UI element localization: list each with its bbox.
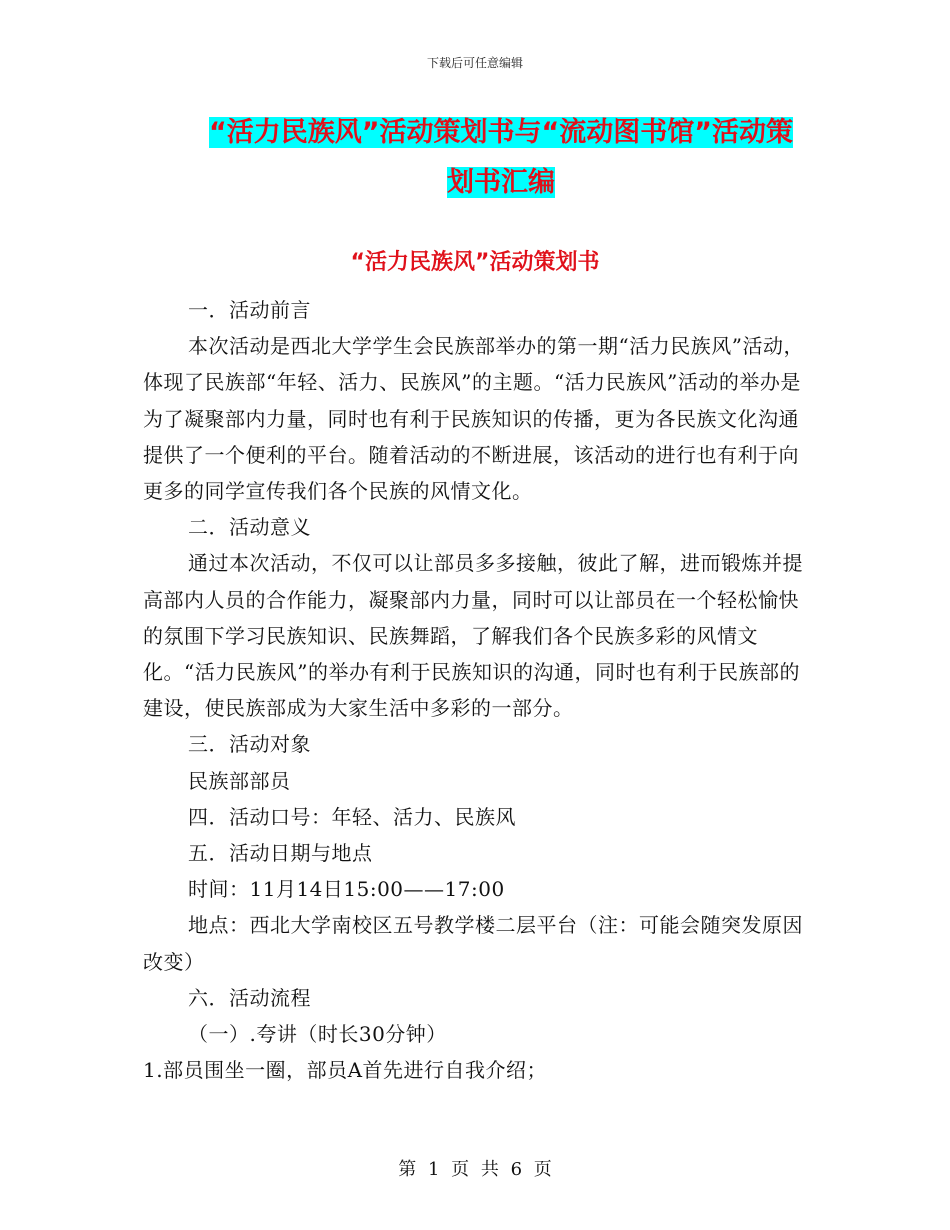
- document-title-line-1: “活力民族风”活动策划书与“流动图书馆”活动策: [209, 117, 793, 148]
- process-item-1: 1.部员围坐一圈，部员A首先进行自我介绍；: [143, 1058, 548, 1083]
- paragraph-audience: 民族部部员: [188, 768, 291, 793]
- page-footer: 第 1 页 共 6 页: [398, 1159, 552, 1180]
- header-note: 下载后可任意编辑: [426, 56, 523, 70]
- heading-significance: 二．活动意义: [188, 515, 311, 540]
- paragraph-location: 地点：西北大学南校区五号教学楼二层平台（注：可能会随突发原因改变）: [143, 913, 803, 974]
- paragraph-preface: 本次活动是西北大学学生会民族部举办的第一期“活力民族风”活动，体现了民族部“年轻、活力、民族风”的主题。“活力民族风”活动的举办是为了凝聚部内力量，同时也有利于民族知识的传播，更为各民族文化沟通提供了一个便利的平台。随着活动的不断进展，该活动的进行也有利于向更多的同学宣传我们各个民族的风情文化。: [143, 334, 804, 504]
- document-title: [195, 108, 807, 208]
- heading-date-place: 五．活动日期与地点: [188, 841, 373, 866]
- paragraph-time: 时间：11月14日15:00——17:00: [188, 877, 505, 902]
- document-body: [143, 292, 808, 1088]
- section-title: “活力民族风”活动策划书: [350, 250, 600, 275]
- subheading-talk: （一）.夸讲（时长30分钟）: [188, 1022, 447, 1047]
- heading-audience: 三．活动对象: [188, 732, 311, 757]
- heading-slogan: 四．活动口号：年轻、活力、民族风: [188, 804, 516, 829]
- paragraph-significance: 通过本次活动，不仅可以让部员多多接触，彼此了解，进而锻炼并提高部内人员的合作能力，凝聚部内力量，同时可以让部员在一个轻松愉快的氛围下学习民族知识、民族舞蹈，了解我们各个民族多彩的风情文化。“活力民族风”的举办有利于民族知识的沟通，同时也有利于民族部的建设，使民族部成为大家生活中多彩的一部分。: [143, 551, 803, 721]
- heading-process: 六．活动流程: [188, 985, 311, 1010]
- document-title-line-2: 划书汇编: [447, 167, 555, 198]
- heading-preface: 一．活动前言: [188, 298, 311, 322]
